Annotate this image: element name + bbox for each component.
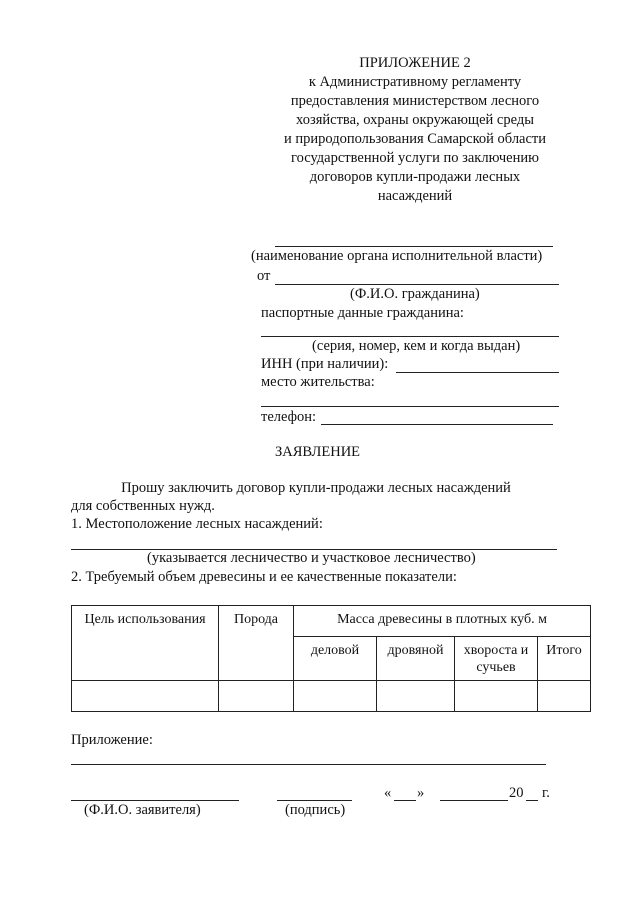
cell-breed[interactable]: [219, 681, 294, 712]
header-firewood: дровяной: [377, 637, 455, 681]
wood-volume-table: [71, 605, 591, 712]
appendix-line-4: и природопользования Самарской области: [283, 131, 547, 147]
date-close-quote: »: [417, 785, 425, 801]
cell-total[interactable]: [538, 681, 591, 712]
request-line-2: для собственных нужд.: [71, 498, 215, 514]
header-business-wood: деловой: [294, 637, 377, 681]
date-year-suffix: г.: [542, 785, 550, 801]
from-label: от: [257, 268, 271, 284]
phone-line[interactable]: [321, 424, 553, 425]
location-caption: (указывается лесничество и участковое лесничество): [147, 550, 476, 566]
applicant-name-line[interactable]: [71, 800, 239, 801]
fio-caption: (Ф.И.О. гражданина): [350, 286, 480, 302]
appendix-line-3: хозяйства, охраны окружающей среды: [296, 112, 534, 128]
date-month-line[interactable]: [440, 800, 508, 801]
attachment-line[interactable]: [71, 764, 546, 765]
signature-line[interactable]: [277, 800, 352, 801]
appendix-title: ПРИЛОЖЕНИЕ 2: [359, 55, 471, 71]
header-purpose: Цель использования: [72, 606, 219, 681]
appendix-line-6: договоров купли-продажи лесных: [309, 169, 521, 185]
fio-line[interactable]: [275, 284, 559, 285]
header-wood-mass: Масса древесины в плотных куб. м: [294, 606, 591, 637]
inn-label: ИНН (при наличии):: [261, 356, 389, 372]
header-brushwood-line-1: хвороста и: [463, 643, 529, 658]
phone-label: телефон:: [261, 409, 317, 425]
appendix-line-2: предоставления министерством лесного: [290, 93, 540, 109]
header-brushwood: [455, 637, 538, 681]
header-breed: Порода: [219, 606, 294, 681]
date-year-line[interactable]: [526, 800, 538, 801]
passport-caption: (серия, номер, кем и когда выдан): [312, 338, 521, 354]
attachment-label: Приложение:: [71, 732, 153, 748]
authority-line[interactable]: [275, 246, 553, 247]
appendix-line-5: государственной услуги по заключению: [291, 150, 539, 166]
header-brushwood-line-2: сучьев: [476, 660, 516, 675]
table-header-row: [72, 606, 591, 637]
date-year-prefix: 20: [509, 785, 524, 801]
authority-caption: (наименование органа исполнительной власти): [251, 248, 543, 264]
statement-title: ЗАЯВЛЕНИЕ: [275, 444, 361, 460]
appendix-header: [255, 54, 575, 206]
item-2-label: 2. Требуемый объем древесины и ее качественные показатели:: [71, 569, 457, 585]
request-line-1: Прошу заключить договор купли-продажи лесных насаждений: [121, 480, 511, 496]
header-total: Итого: [538, 637, 591, 681]
residence-label: место жительства:: [261, 374, 375, 390]
passport-line[interactable]: [261, 336, 559, 337]
date-open-quote: «: [384, 785, 392, 801]
passport-label: паспортные данные гражданина:: [261, 305, 464, 321]
residence-line[interactable]: [261, 406, 559, 407]
cell-firewood[interactable]: [377, 681, 455, 712]
inn-line[interactable]: [396, 372, 559, 373]
applicant-caption: (Ф.И.О. заявителя): [84, 802, 201, 818]
date-day-line[interactable]: [394, 800, 416, 801]
signature-caption: (подпись): [285, 802, 346, 818]
appendix-line-7: насаждений: [377, 188, 453, 204]
table-row: [72, 681, 591, 712]
cell-purpose[interactable]: [72, 681, 219, 712]
cell-brushwood[interactable]: [455, 681, 538, 712]
cell-business-wood[interactable]: [294, 681, 377, 712]
item-1-label: 1. Местоположение лесных насаждений:: [71, 516, 323, 532]
appendix-line-1: к Административному регламенту: [308, 74, 522, 90]
